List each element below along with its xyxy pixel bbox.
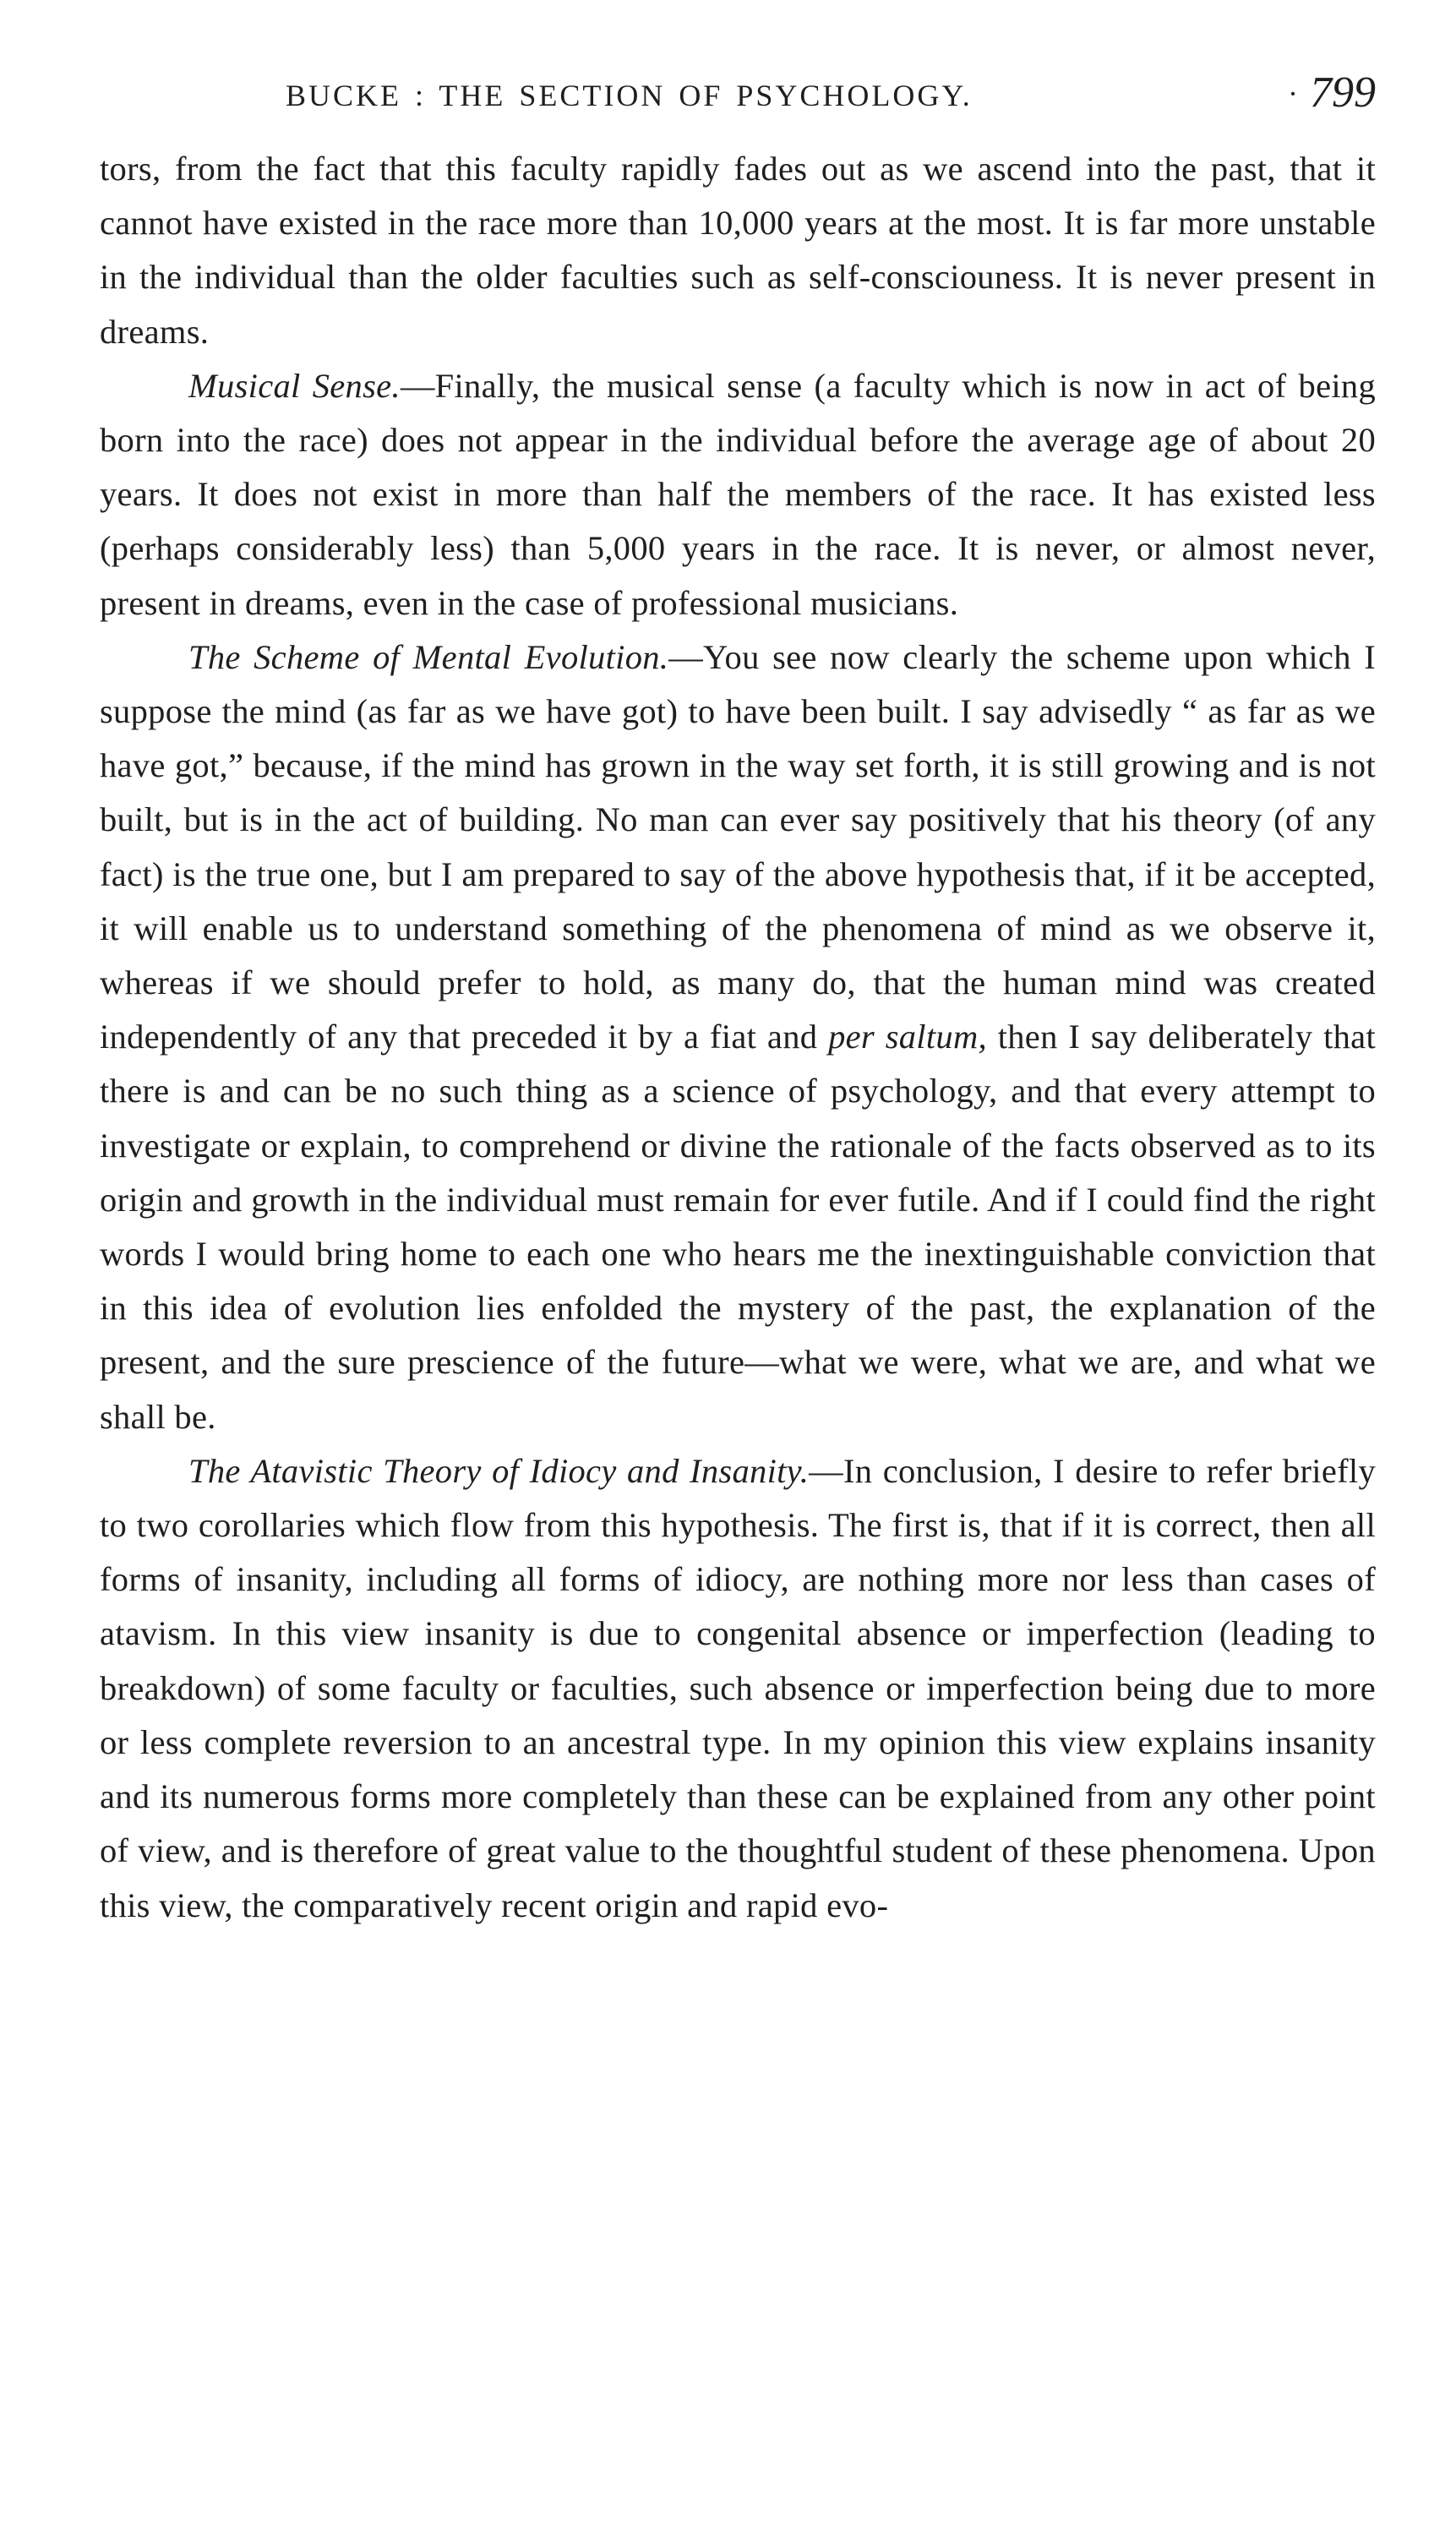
running-title: BUCKE : THE SECTION OF PSYCHOLOGY. [286,79,973,112]
page-number: 799 [1310,68,1376,117]
paragraph-atavistic-theory [100,1444,1376,1933]
section-heading-musical-sense: Musical Sense. [188,366,401,405]
section-heading-atavistic-theory: The Atavistic Theory of Idiocy and Insanity. [188,1451,810,1490]
latin-phrase: per saltum, [828,1018,987,1056]
paragraph-text: —In conclusion, I desire to refer briefly to two corollaries which flow from this hypothesis. The first is, that if it is correct, then all forms of insanity, including all forms of idiocy, are nothing more nor less than cases of atavism. In this view insanity is due to congenital absence or imperfection (leading to breakdown) of some faculty or faculties, such absence or imperfection being due to more or less complete reversion to an ancestral type. In my opinion this view explains insanity and its numerous forms more completely than these can be explained from any other point of view, and is therefore of great value to the thoughtful student of these phenomena. Upon this view, the comparatively recent origin and rapid evo- [100,1451,1376,1924]
paragraph-musical-sense [100,359,1376,630]
paragraph-continuation [100,142,1376,359]
paragraph-text: —You see now clearly the scheme upon which I suppose the mind (as far as we have got) to have been built. I say advisedly “ as far as we have got,” because, if the mind has grown in the way set forth, it is still growing and is not built, but is in the act of building. No man can ever say positively that his theory (of any fact) is the true one, but I am prepared to say of the above hypothesis that, if it be accepted, it will enable us to understand something of the phenomena of mind as we observe it, whereas if we should prefer to hold, as many do, that the human mind was created independently of any that preceded it by a fiat and [100,637,1377,1056]
paragraph-text: —Finally, the musical sense (a faculty which is now in act of being born into the race) does not appear in the individual before the average age of about 20 years. It does not exist in more than half the members of the race. It has existed less (perhaps considerably less) than 5,000 years in the race. It is never, or almost never, present in dreams, even in the case of professional musicians. [100,366,1376,622]
body-text [100,142,1376,1933]
paragraph-mental-evolution [100,630,1376,1444]
paragraph-text: then I say deliberately that there is and can be no such thing as a science of psychology, and that every attempt to investigate or explain, to comprehend or divine the rationale of the facts observed as to its origin and growth in the individual must remain for ever futile. And if I could find the right words I would bring home to each one who hears me the inextinguishable conviction that in this idea of evolution lies enfolded the mystery of the past, the explanation of the present, and the sure prescience of the future—what we were, what we are, and what we shall be. [100,1018,1376,1436]
running-head [100,61,1376,142]
running-head-separator: · [1288,77,1298,111]
section-heading-mental-evolution: The Scheme of Mental Evolution. [188,637,669,676]
paragraph-text: tors, from the fact that this faculty rapidly fades out as we ascend into the past, that it cannot have existed in the race more than 10,000 years at the most. It is far more unstable in the individual than the older faculties such as self-consciouness. It is never present in dreams. [100,150,1376,351]
